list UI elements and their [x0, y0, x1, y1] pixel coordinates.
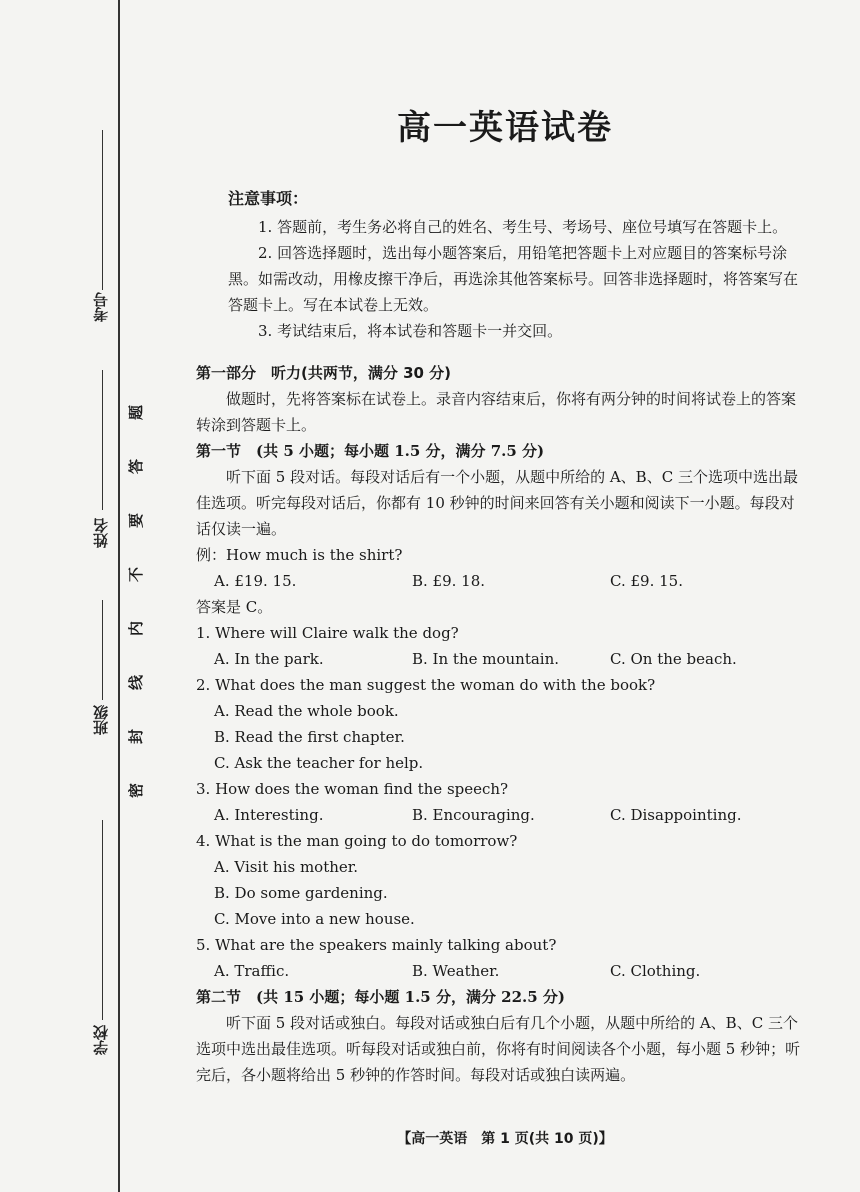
option-c: C. £9. 15.: [610, 572, 683, 590]
section2-desc: 听下面 5 段对话或独白。每段对话或独白后有几个小题，从题中所给的 A、B、C 三个选项中选出最佳选项。听每段对话或独白前，你将有时间阅读各个小题，每小题 5 秒钟；听完后，各小题将给出 5 秒钟的作答时间。每段对话或独白读两遍。: [196, 1014, 801, 1084]
notice-item: 3. 考试结束后，将本试卷和答题卡一并交回。: [258, 322, 563, 340]
binding-margin: [60, 0, 170, 1192]
banji-label: 班级: [92, 705, 110, 735]
question-options: [196, 802, 808, 828]
xuexiao-line: [102, 820, 103, 1020]
seal-char: 题: [127, 404, 146, 421]
seal-char: 要: [127, 512, 146, 529]
notice-list: [228, 214, 808, 344]
notice-heading: 注意事项：: [228, 189, 309, 208]
option-a: A. In the park.: [214, 650, 324, 668]
option-b: B. £9. 18.: [412, 572, 486, 590]
part1-desc: 做题时，先将答案标在试卷上。录音内容结束后，你将有两分钟的时间将试卷上的答案转涂到答题卡上。: [196, 390, 797, 434]
option-a: A. Traffic.: [214, 962, 290, 980]
seal-char: 线: [127, 674, 146, 691]
xuexiao-label: 学校: [92, 1025, 110, 1055]
kaohao-line: [102, 130, 103, 290]
example-options: [196, 568, 808, 594]
option-a: A. Interesting.: [214, 806, 324, 824]
option-c: C. Clothing.: [610, 962, 701, 980]
xingming-line: [102, 370, 103, 510]
option-b: B. Weather.: [412, 962, 500, 980]
option-c: C. Ask the teacher for help.: [214, 754, 424, 772]
seal-char: 封: [127, 728, 146, 745]
page-footer: 【高一英语 第 1 页(共 10 页)】: [397, 1131, 613, 1147]
option-b: B. Read the first chapter.: [214, 728, 405, 746]
seal-char: 内: [127, 620, 146, 637]
question-stem: 2. What does the man suggest the woman do with the book?: [196, 676, 656, 694]
notice-item: 2. 回答选择题时，选出每小题答案后，用铅笔把答题卡上对应题目的答案标号涂黑。如需改动，用橡皮擦干净后，再选涂其他答案标号。回答非选择题时，将答案写在答题卡上。写在本试卷上无效。: [228, 244, 799, 314]
question-options: [196, 958, 808, 984]
part1-heading: 第一部分 听力(共两节，满分 30 分): [196, 364, 452, 382]
notice-item: 1. 答题前，考生务必将自己的姓名、考生号、考场号、座位号填写在答题卡上。: [258, 218, 788, 236]
seal-char: 不: [127, 566, 146, 583]
section1-heading: 第一节 (共 5 小题；每小题 1.5 分，满分 7.5 分): [196, 442, 545, 460]
example-answer: 答案是 C。: [196, 598, 273, 616]
question-stem: 5. What are the speakers mainly talking about?: [196, 936, 557, 954]
seal-char: 答: [127, 458, 146, 475]
option-c: C. On the beach.: [610, 650, 737, 668]
option-b: B. In the mountain.: [412, 650, 560, 668]
seal-char: 密: [127, 782, 146, 799]
option-a: A. Read the whole book.: [214, 702, 399, 720]
section1-desc: 听下面 5 段对话。每段对话后有一个小题，从题中所给的 A、B、C 三个选项中选出最佳选项。听完每段对话后，你都有 10 秒钟的时间来回答有关小题和阅读下一小题。每段对话仅读一遍。: [196, 468, 798, 538]
exam-content: [196, 186, 808, 1088]
question-list: [196, 620, 808, 984]
question-stem: 3. How does the woman find the speech?: [196, 780, 509, 798]
option-b: B. Do some gardening.: [214, 884, 388, 902]
option-c: C. Move into a new house.: [214, 910, 415, 928]
binding-rule: [118, 0, 120, 1192]
banji-line: [102, 600, 103, 700]
kaohao-label: 考号: [92, 292, 110, 322]
section2-heading: 第二节 (共 15 小题；每小题 1.5 分，满分 22.5 分): [196, 988, 566, 1006]
page-title: 高一英语试卷: [397, 108, 613, 148]
option-c: C. Disappointing.: [610, 806, 742, 824]
xingming-label: 姓名: [92, 518, 110, 548]
question-options: [196, 646, 808, 672]
example-question: 例：How much is the shirt?: [196, 546, 403, 564]
option-a: A. Visit his mother.: [214, 858, 359, 876]
option-b: B. Encouraging.: [412, 806, 535, 824]
question-stem: 1. Where will Claire walk the dog?: [196, 624, 459, 642]
option-a: A. £19. 15.: [214, 572, 297, 590]
question-stem: 4. What is the man going to do tomorrow?: [196, 832, 518, 850]
